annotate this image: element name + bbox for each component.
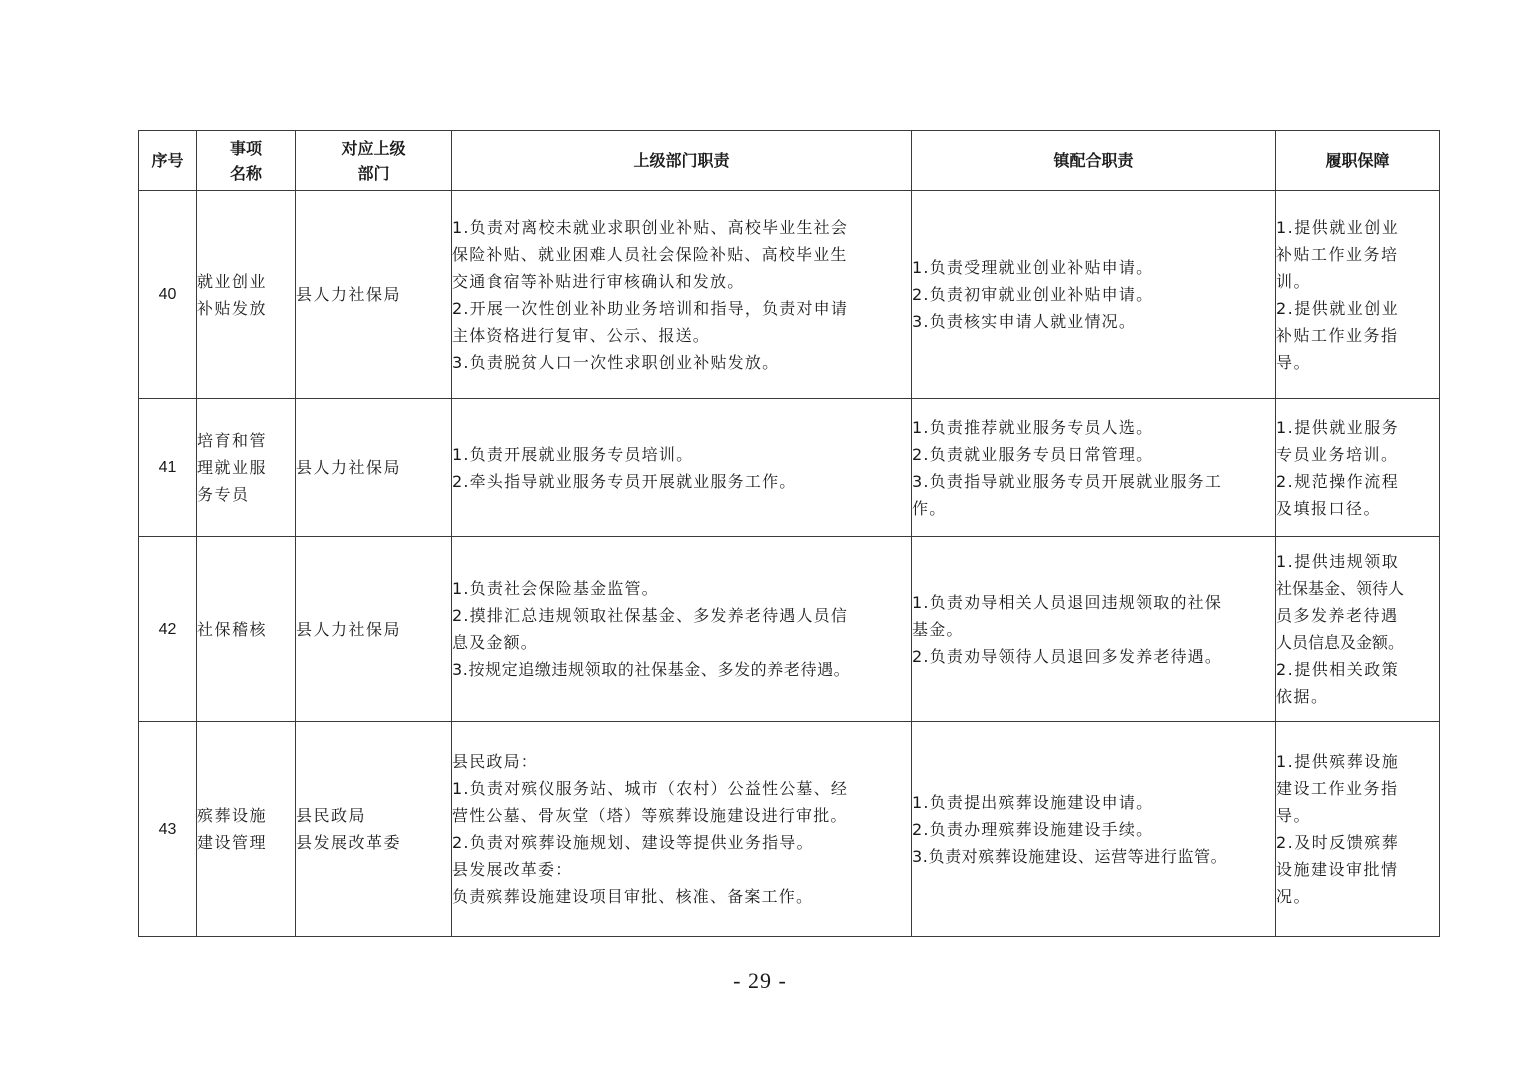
text-line: 建设管理	[197, 833, 268, 852]
text-line: 1.负责开展就业服务专员培训。	[452, 444, 694, 464]
text-line: 1.负责劝导相关人员退回违规领取的社保	[912, 592, 1223, 612]
row-seq: 41	[139, 399, 197, 537]
row-town-duties	[912, 537, 1276, 722]
header-upper-duties: 上级部门职责	[452, 131, 912, 191]
row-guarantee	[1276, 191, 1440, 399]
row-seq: 42	[139, 537, 197, 722]
text-line: 1.提供殡葬设施	[1276, 752, 1400, 771]
text-line: 2.规范操作流程	[1276, 471, 1400, 491]
text-line: 3.负责指导就业服务专员开展就业服务工	[912, 471, 1223, 491]
row-item-name	[197, 722, 296, 937]
text-line: 社保稽核	[197, 619, 268, 639]
text-line: 训。	[1276, 271, 1312, 291]
text-line: 交通食宿等补贴进行审核确认和发放。	[452, 271, 745, 291]
text-line: 2.负责办理殡葬设施建设手续。	[912, 819, 1154, 839]
text-line: 设施建设审批情	[1276, 860, 1399, 879]
text-line: 作。	[912, 498, 947, 518]
row-guarantee	[1276, 399, 1440, 537]
text-line: 依据。	[1276, 687, 1329, 706]
text-line: 保险补贴、就业困难人员社会保险补贴、高校毕业生	[452, 244, 848, 264]
text-line: 补贴工作业务培	[1276, 244, 1399, 264]
header-item	[197, 131, 296, 191]
header-item-line: 名称	[229, 163, 262, 183]
header-seq: 序号	[139, 131, 197, 191]
text-line: 1.负责对离校未就业求职创业补贴、高校毕业生社会	[452, 217, 849, 237]
text-line: 培育和管	[197, 431, 268, 450]
header-guarantee: 履职保障	[1276, 131, 1440, 191]
text-line: 2.及时反馈殡葬	[1276, 833, 1400, 852]
text-line: 2.牵头指导就业服务专员开展就业服务工作。	[452, 471, 797, 491]
table-row	[139, 191, 1440, 399]
duty-table	[138, 130, 1440, 937]
row-town-duties	[912, 399, 1276, 537]
row-guarantee	[1276, 537, 1440, 722]
text-line: 导。	[1276, 352, 1312, 372]
text-line: 人员信息及金额。	[1276, 633, 1405, 652]
text-line: 县民政局	[296, 806, 367, 825]
text-line: 专员业务培训。	[1276, 444, 1399, 464]
text-line: 1.提供就业创业	[1276, 217, 1400, 237]
text-line: 导。	[1276, 806, 1312, 825]
text-line: 3.负责对殡葬设施建设、运营等进行监管。	[912, 846, 1228, 866]
text-line: 2.提供相关政策	[1276, 660, 1400, 679]
text-line: 补贴工作业务指	[1276, 325, 1399, 345]
text-line: 3.按规定追缴违规领取的社保基金、多发的养老待遇。	[452, 660, 851, 679]
text-line: 县发展改革委：	[452, 860, 573, 879]
header-dept-line: 对应上级	[341, 138, 406, 158]
row-upper-duties	[452, 722, 912, 937]
text-line: 3.负责脱贫人口一次性求职创业补贴发放。	[452, 352, 780, 372]
page-number: - 29 -	[733, 968, 787, 993]
text-line: 县人力社保局	[296, 619, 402, 639]
row-guarantee	[1276, 722, 1440, 937]
text-line: 2.负责就业服务专员日常管理。	[912, 444, 1154, 464]
text-line: 1.负责推荐就业服务专员人选。	[912, 417, 1154, 437]
text-line: 殡葬设施	[197, 806, 268, 825]
header-dept	[296, 131, 452, 191]
text-line: 2.开展一次性创业补助业务培训和指导，负责对申请	[452, 298, 849, 318]
text-line: 况。	[1276, 887, 1312, 906]
text-line: 基金。	[912, 619, 964, 639]
text-line: 负责殡葬设施建设项目审批、核准、备案工作。	[452, 887, 814, 906]
row-upper-duties	[452, 537, 912, 722]
text-line: 县人力社保局	[296, 458, 402, 477]
text-line: 1.负责受理就业创业补贴申请。	[912, 258, 1154, 277]
row-upper-duties	[452, 399, 912, 537]
row-dept	[296, 537, 452, 722]
text-line: 就业创业	[197, 271, 268, 291]
text-line: 县民政局：	[452, 752, 539, 771]
header-item-line: 事项	[229, 138, 262, 158]
row-dept	[296, 191, 452, 399]
text-line: 营性公墓、骨灰堂（塔）等殡葬设施建设进行审批。	[452, 806, 848, 825]
text-line: 建设工作业务指	[1276, 779, 1399, 798]
text-line: 2.负责劝导领待人员退回多发养老待遇。	[912, 646, 1223, 666]
row-seq: 43	[139, 722, 197, 937]
text-line: 社保基金、领待人	[1276, 579, 1405, 598]
row-item-name	[197, 399, 296, 537]
text-line: 息及金额。	[452, 633, 539, 652]
text-line: 1.负责提出殡葬设施建设申请。	[912, 792, 1154, 812]
row-seq: 40	[139, 191, 197, 399]
text-line: 及填报口径。	[1276, 498, 1382, 518]
text-line: 1.提供就业服务	[1276, 417, 1400, 437]
row-upper-duties	[452, 191, 912, 399]
table-header-row	[139, 131, 1440, 191]
text-line: 2.摸排汇总违规领取社保基金、多发养老待遇人员信	[452, 606, 849, 625]
text-line: 1.负责对殡仪服务站、城市（农村）公益性公墓、经	[452, 779, 849, 798]
table-row	[139, 722, 1440, 937]
row-town-duties	[912, 191, 1276, 399]
header-dept-line: 部门	[357, 163, 390, 183]
row-item-name	[197, 191, 296, 399]
row-dept	[296, 399, 452, 537]
text-line: 务专员	[197, 485, 250, 504]
text-line: 补贴发放	[197, 298, 268, 318]
text-line: 1.提供违规领取	[1276, 552, 1400, 571]
row-town-duties	[912, 722, 1276, 937]
text-line: 2.负责初审就业创业补贴申请。	[912, 285, 1154, 304]
header-town-duties: 镇配合职责	[912, 131, 1276, 191]
text-line: 县人力社保局	[296, 285, 402, 304]
text-line: 1.负责社会保险基金监管。	[452, 579, 659, 598]
text-line: 3.负责核实申请人就业情况。	[912, 312, 1137, 331]
text-line: 员多发养老待遇	[1276, 606, 1399, 625]
text-line: 2.提供就业创业	[1276, 298, 1400, 318]
row-dept	[296, 722, 452, 937]
text-line: 主体资格进行复审、公示、报送。	[452, 325, 711, 345]
text-line: 2.负责对殡葬设施规划、建设等提供业务指导。	[452, 833, 814, 852]
text-line: 县发展改革委	[296, 833, 402, 852]
table-row	[139, 537, 1440, 722]
table-row	[139, 399, 1440, 537]
row-item-name	[197, 537, 296, 722]
text-line: 理就业服	[197, 458, 268, 477]
